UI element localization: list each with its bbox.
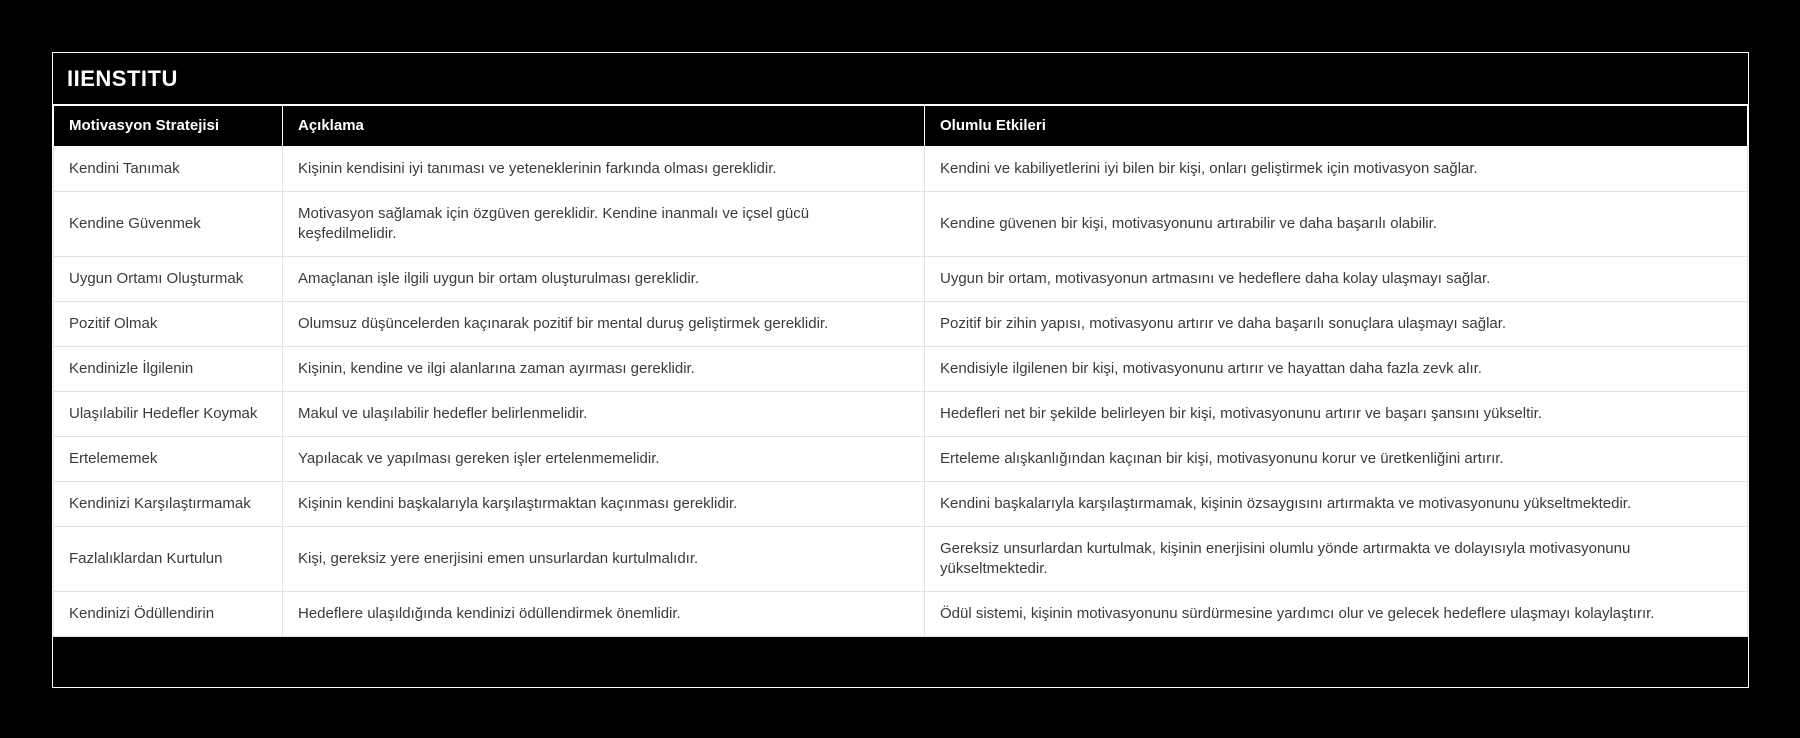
strategy-cell: Fazlalıklardan Kurtulun [54, 527, 283, 592]
description-cell: Kişinin kendini başkalarıyla karşılaştırmaktan kaçınması gereklidir. [283, 482, 925, 527]
brand-title: IIENSTITU [67, 65, 178, 91]
table-row [54, 347, 1748, 392]
strategy-cell: Pozitif Olmak [54, 302, 283, 347]
effect-cell: Kendini başkalarıyla karşılaştırmamak, kişinin özsaygısını artırmakta ve motivasyonunu yükseltmektedir. [925, 482, 1748, 527]
effect-cell: Gereksiz unsurlardan kurtulmak, kişinin enerjisini olumlu yönde artırmakta ve dolayısıyla motivasyonunu yükseltmektedir. [925, 527, 1748, 592]
strategy-cell: Ertelememek [54, 437, 283, 482]
table-row [54, 392, 1748, 437]
table-body [54, 147, 1748, 637]
title-bar [53, 53, 1748, 105]
table-row [54, 192, 1748, 257]
description-cell: Amaçlanan işle ilgili uygun bir ortam oluşturulması gereklidir. [283, 257, 925, 302]
header-row [54, 106, 1748, 147]
motivation-table [53, 105, 1748, 637]
effect-cell: Hedefleri net bir şekilde belirleyen bir kişi, motivasyonunu artırır ve başarı şansını yükseltir. [925, 392, 1748, 437]
table-row [54, 257, 1748, 302]
effect-cell: Erteleme alışkanlığından kaçınan bir kişi, motivasyonunu korur ve üretkenliğini artırır. [925, 437, 1748, 482]
strategy-cell: Kendini Tanımak [54, 147, 283, 192]
table-row [54, 482, 1748, 527]
description-cell: Hedeflere ulaşıldığında kendinizi ödüllendirmek önemlidir. [283, 592, 925, 637]
description-cell: Kişinin kendisini iyi tanıması ve yeteneklerinin farkında olması gereklidir. [283, 147, 925, 192]
description-cell: Kişi, gereksiz yere enerjisini emen unsurlardan kurtulmalıdır. [283, 527, 925, 592]
effect-cell: Uygun bir ortam, motivasyonun artmasını ve hedeflere daha kolay ulaşmayı sağlar. [925, 257, 1748, 302]
description-cell: Olumsuz düşüncelerden kaçınarak pozitif bir mental duruş geliştirmek gereklidir. [283, 302, 925, 347]
description-cell: Kişinin, kendine ve ilgi alanlarına zaman ayırması gereklidir. [283, 347, 925, 392]
effect-cell: Kendini ve kabiliyetlerini iyi bilen bir kişi, onları geliştirmek için motivasyon sağlar. [925, 147, 1748, 192]
strategy-cell: Kendinizle İlgilenin [54, 347, 283, 392]
effect-cell: Ödül sistemi, kişinin motivasyonunu sürdürmesine yardımcı olur ve gelecek hedeflere ulaşmayı kolaylaştırır. [925, 592, 1748, 637]
table-row [54, 437, 1748, 482]
column-header-effect: Olumlu Etkileri [925, 106, 1748, 147]
strategy-cell: Ulaşılabilir Hedefler Koymak [54, 392, 283, 437]
strategy-cell: Kendinizi Karşılaştırmamak [54, 482, 283, 527]
strategy-cell: Uygun Ortamı Oluşturmak [54, 257, 283, 302]
column-header-description: Açıklama [283, 106, 925, 147]
strategy-cell: Kendinizi Ödüllendirin [54, 592, 283, 637]
effect-cell: Kendine güvenen bir kişi, motivasyonunu artırabilir ve daha başarılı olabilir. [925, 192, 1748, 257]
effect-cell: Kendisiyle ilgilenen bir kişi, motivasyonunu artırır ve hayattan daha fazla zevk alır. [925, 347, 1748, 392]
description-cell: Makul ve ulaşılabilir hedefler belirlenmelidir. [283, 392, 925, 437]
column-header-strategy: Motivasyon Stratejisi [54, 106, 283, 147]
content-panel [52, 52, 1749, 688]
description-cell: Yapılacak ve yapılması gereken işler ertelenmemelidir. [283, 437, 925, 482]
table-row [54, 527, 1748, 592]
table-header [54, 106, 1748, 147]
table-row [54, 302, 1748, 347]
strategy-cell: Kendine Güvenmek [54, 192, 283, 257]
table-row [54, 592, 1748, 637]
description-cell: Motivasyon sağlamak için özgüven gereklidir. Kendine inanmalı ve içsel gücü keşfedilmelidir. [283, 192, 925, 257]
table-row [54, 147, 1748, 192]
effect-cell: Pozitif bir zihin yapısı, motivasyonu artırır ve daha başarılı sonuçlara ulaşmayı sağlar. [925, 302, 1748, 347]
